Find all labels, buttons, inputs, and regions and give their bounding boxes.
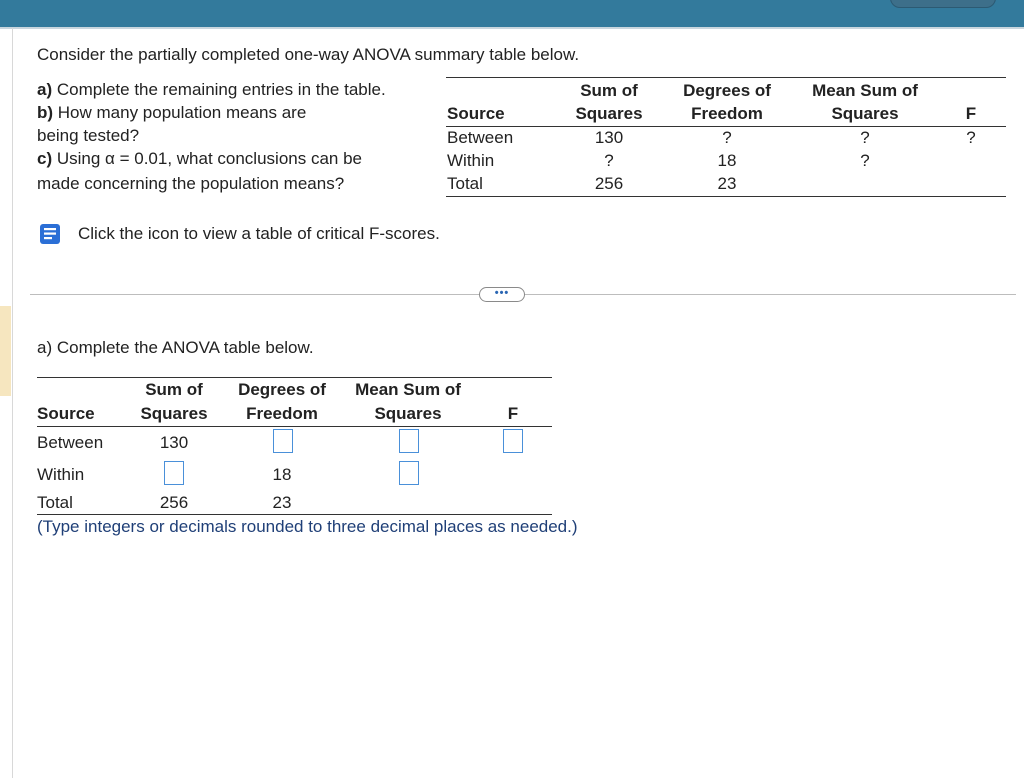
critical-f-link-text[interactable]: Click the icon to view a table of critical F-scores. — [78, 224, 440, 243]
answer-between-ss: 130 — [159, 433, 189, 452]
answer-row-within-source: Within — [37, 465, 85, 484]
between-df-input[interactable] — [273, 429, 293, 453]
part-a-prompt: a) Complete the ANOVA table below. — [37, 338, 314, 357]
top-divider — [0, 27, 1024, 29]
f-statistic-input[interactable] — [503, 429, 523, 453]
given-header-ms: Mean Sum of — [812, 81, 918, 100]
given-header-df: Degrees of — [683, 81, 771, 100]
within-ss-input[interactable] — [164, 461, 184, 485]
between-ms-input[interactable] — [399, 429, 419, 453]
given-header-f: F — [965, 104, 977, 123]
intro-text: Consider the partially completed one-way ANOVA summary table below. — [37, 45, 580, 64]
given-header-ss: Sum of — [580, 81, 638, 100]
expand-more-button[interactable]: ••• — [479, 287, 525, 302]
answer-header-df: Degrees of — [238, 380, 326, 399]
given-row-within-source: Within — [447, 151, 495, 170]
given-row-total-source: Total — [447, 174, 483, 193]
answer-within-df: 18 — [272, 465, 292, 484]
answer-header-ms: Mean Sum of — [355, 380, 461, 399]
top-bar — [0, 0, 1024, 27]
rounding-instructions: (Type integers or decimals rounded to three decimal places as needed.) — [37, 517, 578, 536]
answer-header-ss: Sum of — [145, 380, 203, 399]
given-header-source: Source — [447, 104, 505, 123]
section-divider-right — [522, 294, 1016, 295]
book-icon[interactable] — [38, 222, 62, 246]
question-b-line2: being tested? — [37, 126, 140, 145]
answer-header-source: Source — [37, 404, 95, 423]
left-highlight-marker — [0, 306, 11, 396]
left-rail — [12, 28, 13, 778]
question-a: a) Complete the remaining entries in the table. — [37, 80, 386, 99]
given-row-between-source: Between — [447, 128, 514, 147]
within-ms-input[interactable] — [399, 461, 419, 485]
question-c-line1: c) Using α = 0.01, what conclusions can be — [37, 149, 362, 168]
section-divider-left — [30, 294, 480, 295]
answer-total-ss: 256 — [159, 493, 189, 512]
top-bar-tab[interactable] — [890, 0, 996, 8]
answer-header-f: F — [507, 404, 519, 423]
answer-row-total-source: Total — [37, 493, 73, 512]
question-b-line1: b) How many population means are — [37, 103, 307, 122]
answer-row-between-source: Between — [37, 433, 104, 452]
question-c-line2: made concerning the population means? — [37, 174, 345, 193]
answer-total-df: 23 — [272, 493, 292, 512]
